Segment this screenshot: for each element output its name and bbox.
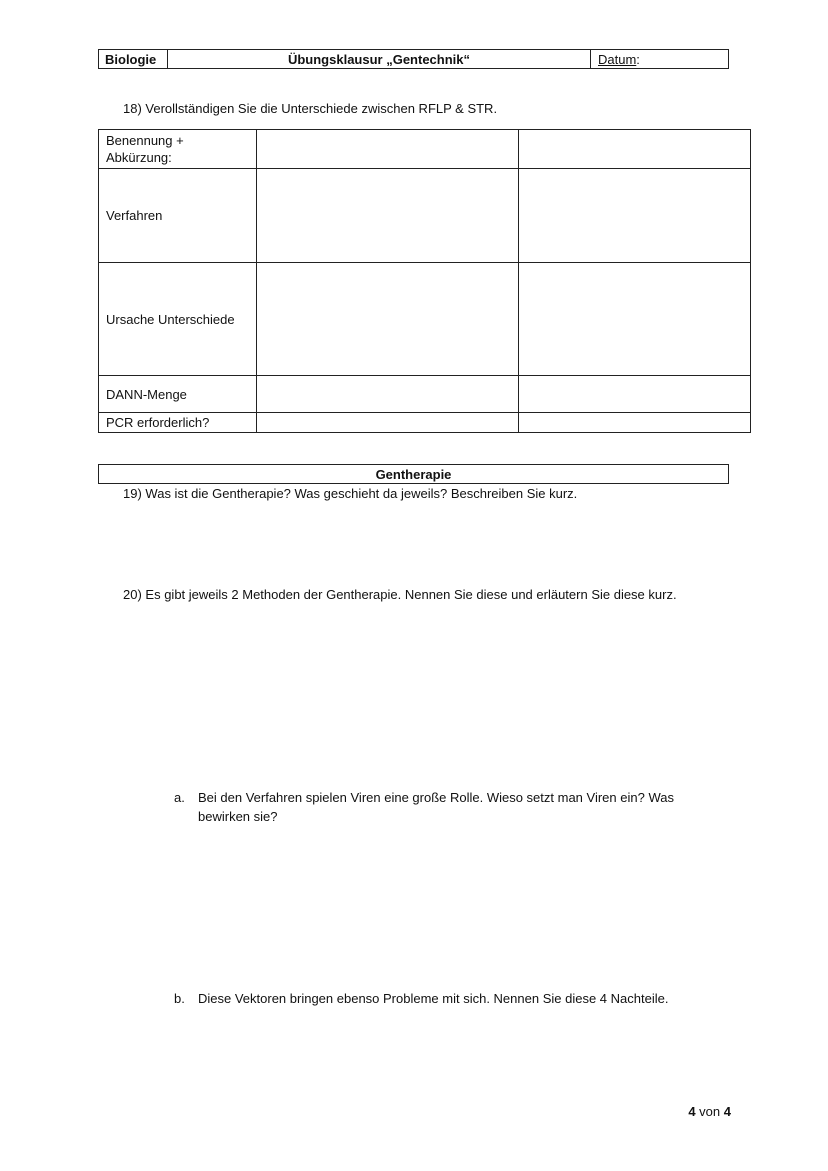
question-20b-label: b. <box>174 991 185 1006</box>
answer-cell[interactable] <box>257 263 519 376</box>
question-20a <box>174 788 719 826</box>
question-19 <box>123 486 577 501</box>
row-label-dann-menge: DANN-Menge <box>99 376 257 413</box>
date-colon: : <box>636 51 640 67</box>
question-20b-text: Diese Vektoren bringen ebenso Probleme mit sich. Nennen Sie diese 4 Nachteile. <box>198 991 669 1006</box>
answer-cell[interactable] <box>519 263 751 376</box>
question-20a-text: Bei den Verfahren spielen Viren eine große Rolle. Wieso setzt man Viren ein? Was bewirken sie? <box>198 790 674 824</box>
question-20 <box>123 587 677 602</box>
answer-cell[interactable] <box>257 130 519 169</box>
answer-cell[interactable] <box>257 376 519 413</box>
exam-header <box>98 49 729 69</box>
question-20-text: Es gibt jeweils 2 Methoden der Gentherapie. Nennen Sie diese und erläutern Sie diese kurz. <box>145 587 677 602</box>
question-19-number: 19) <box>123 486 142 501</box>
answer-cell[interactable] <box>519 413 751 433</box>
table-row <box>99 169 751 263</box>
table-row <box>99 376 751 413</box>
rflp-str-comparison-table <box>98 129 751 433</box>
answer-cell[interactable] <box>257 169 519 263</box>
table-row <box>99 130 751 169</box>
answer-cell[interactable] <box>257 413 519 433</box>
date-field[interactable] <box>591 50 728 68</box>
answer-cell[interactable] <box>519 376 751 413</box>
section-title-gentherapie: Gentherapie <box>98 464 729 484</box>
table-row <box>99 263 751 376</box>
subject-label: Biologie <box>99 50 168 68</box>
row-label-pcr: PCR erforderlich? <box>99 413 257 433</box>
answer-cell[interactable] <box>519 169 751 263</box>
page-number <box>688 1104 731 1119</box>
question-18: 18) Verollständigen Sie die Unterschiede zwischen RFLP & STR. <box>123 101 498 116</box>
question-19-text: Was ist die Gentherapie? Was geschieht da jeweils? Beschreiben Sie kurz. <box>145 486 578 501</box>
question-20a-label: a. <box>174 790 185 805</box>
row-label-ursache: Ursache Unterschiede <box>99 263 257 376</box>
question-20b <box>174 989 734 1008</box>
row-label-verfahren: Verfahren <box>99 169 257 263</box>
total-pages: 4 <box>723 1104 731 1119</box>
table-row <box>99 413 751 433</box>
answer-cell[interactable] <box>519 130 751 169</box>
date-label: Datum <box>598 51 637 67</box>
exam-title: Übungsklausur „Gentechnik“ <box>168 50 591 68</box>
question-20-number: 20) <box>123 587 142 602</box>
current-page: 4 <box>688 1104 696 1119</box>
page-of-label: von <box>699 1104 721 1119</box>
row-label-benennung: Benennung + Abkürzung: <box>99 130 257 169</box>
